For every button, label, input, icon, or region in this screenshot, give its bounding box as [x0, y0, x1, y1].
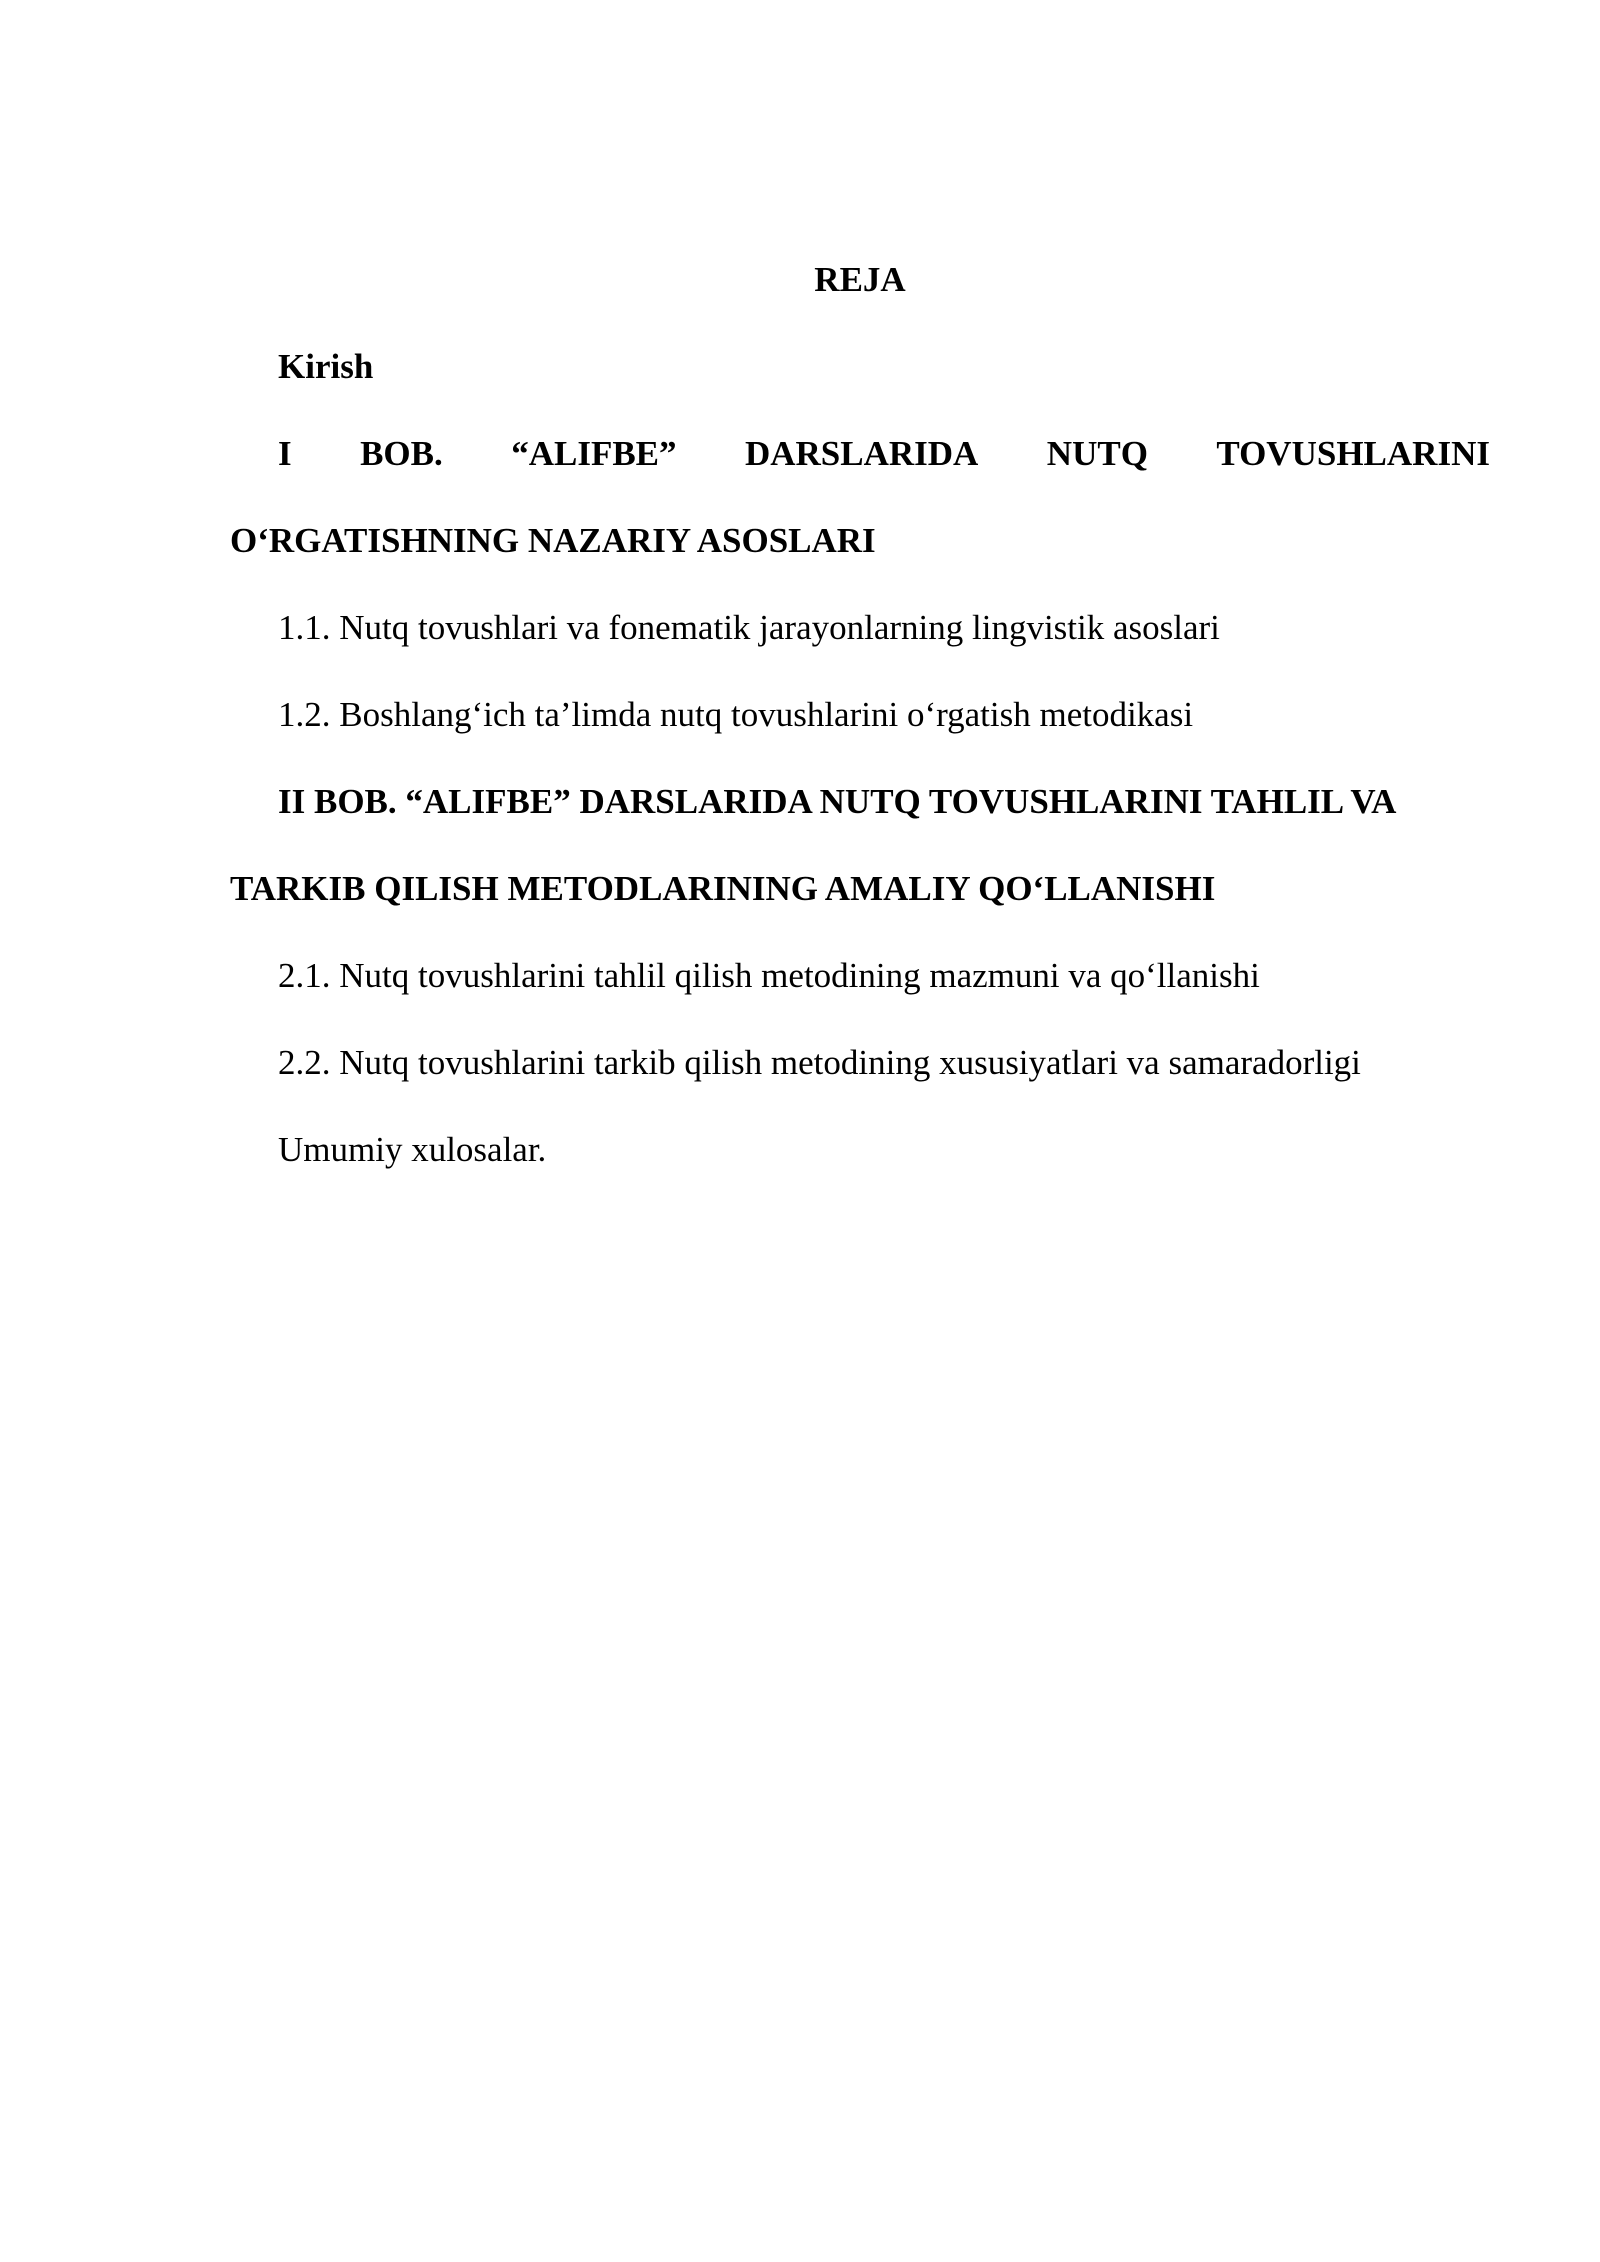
conclusion-entry: Umumiy xulosalar.	[278, 1130, 547, 1169]
chapter1-heading-word: DARSLARIDA	[744, 434, 979, 473]
section-entry-1-2: 1.2. Boshlang‘ich ta’limda nutq tovushlarini o‘rgatish metodikasi	[278, 695, 1194, 734]
chapter2-heading-line2: TARKIB QILISH METODLARINING AMALIY QO‘LLANISHI	[230, 869, 1216, 908]
chapter1-heading-line2: O‘RGATISHNING NAZARIY ASOSLARI	[230, 521, 876, 560]
page-title: REJA	[814, 260, 906, 299]
section-entry-2-2: 2.2. Nutq tovushlarini tarkib qilish metodining xususiyatlari va samaradorligi	[278, 1043, 1361, 1082]
chapter1-heading-line1	[230, 410, 1490, 497]
chapter1-heading-word: “ALIFBE”	[511, 434, 677, 473]
chapter1-heading-word: I	[278, 434, 292, 473]
chapter1-heading-word: NUTQ	[1046, 434, 1148, 473]
chapter1-heading-word: BOB.	[360, 434, 443, 473]
chapter1-heading-word: TOVUSHLARINI	[1216, 434, 1490, 473]
table-of-contents	[230, 236, 1490, 1193]
chapter2-heading-line1: II BOB. “ALIFBE” DARSLARIDA NUTQ TOVUSHLARINI TAHLIL VA	[278, 782, 1397, 821]
intro-entry: Kirish	[278, 347, 374, 386]
section-entry-1-1: 1.1. Nutq tovushlari va fonematik jarayonlarning lingvistik asoslari	[278, 608, 1220, 647]
section-entry-2-1: 2.1. Nutq tovushlarini tahlil qilish metodining mazmuni va qo‘llanishi	[278, 956, 1260, 995]
